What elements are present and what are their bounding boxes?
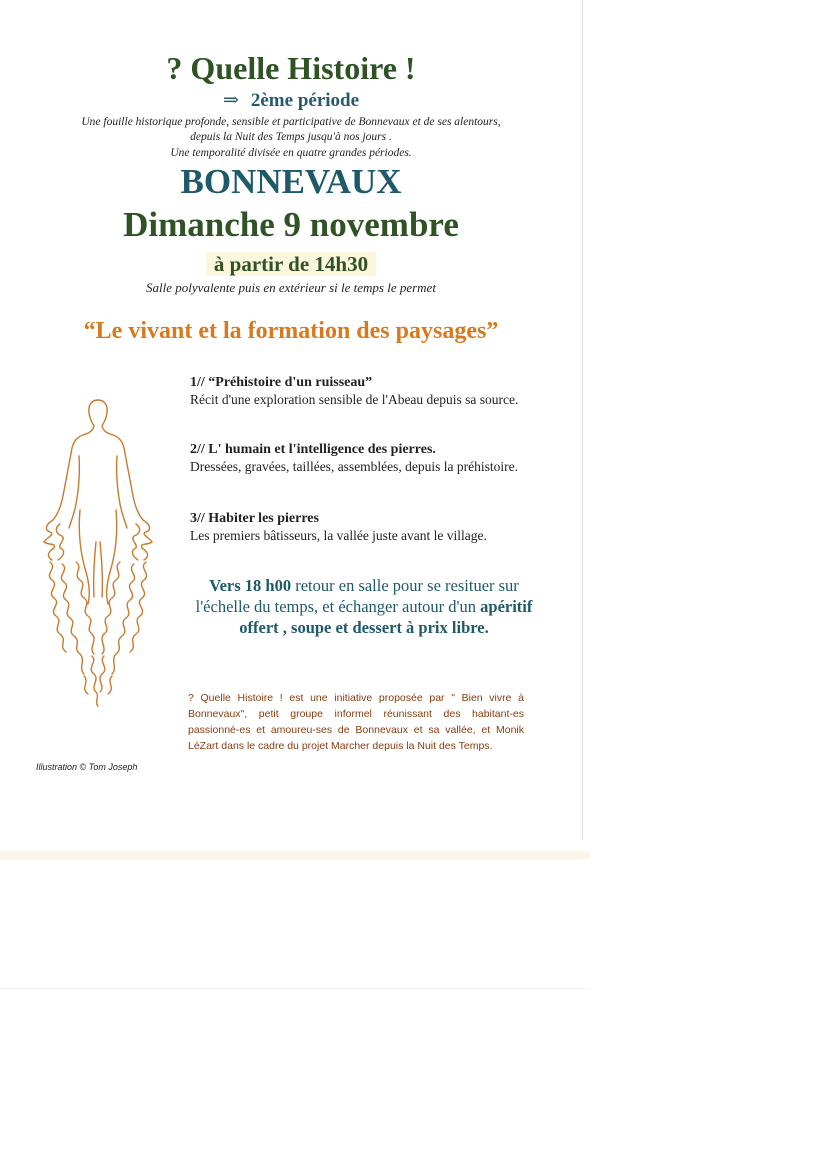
program-item xyxy=(190,374,535,408)
illustration-credit: Illustration © Tom Joseph xyxy=(36,762,138,772)
period-line xyxy=(0,89,582,112)
program-item-text: Dressées, gravées, taillées, assemblées, depuis la préhistoire. xyxy=(190,459,519,474)
program-item-text: Récit d'une exploration sensible de l'Abeau depuis sa source. xyxy=(190,392,519,407)
event-time-wrapper xyxy=(0,252,582,277)
evening-info xyxy=(183,575,545,638)
organizer-credits: ? Quelle Histoire ! est une initiative proposée par " Bien vivre à Bonnevaux", petit groupe informel réunissant des habitant-es passionné-es et amoureu-ses de Bonnevaux et sa vallée, et Monik LéZart dans le cadre du projet Marcher depuis la Nuit des Temps. xyxy=(188,692,524,752)
scan-line xyxy=(0,988,590,989)
event-date: Dimanche 9 novembre xyxy=(123,205,459,244)
program-item-title: 1// “Préhistoire d'un ruisseau” xyxy=(190,375,373,390)
event-time: à partir de 14h30 xyxy=(206,252,376,276)
program-item-text: Les premiers bâtisseurs, la vallée juste avant le village. xyxy=(190,528,487,543)
intro-line: Une fouille historique profonde, sensible et participative de Bonnevaux et de ses alentours, xyxy=(81,116,501,128)
program-item-title: 2// L' humain et l'intelligence des pierres. xyxy=(190,442,436,457)
program-item xyxy=(190,510,535,544)
program-item xyxy=(190,441,535,475)
page-edge xyxy=(582,0,583,840)
evening-time: Vers 18 h00 xyxy=(209,576,292,595)
intro-line: Une temporalité divisée en quatre grandes périodes. xyxy=(170,147,412,159)
evening-text: retour en salle pour se resituer sur l'échelle du temps, et échanger autour d'un xyxy=(195,576,519,616)
event-venue: Salle polyvalente puis en extérieur si le temps le permet xyxy=(146,280,436,295)
intro-line: depuis la Nuit des Temps jusqu'à nos jours . xyxy=(190,131,392,143)
period-label: 2ème période xyxy=(250,90,360,111)
event-place: BONNEVAUX xyxy=(180,162,402,201)
program-item-title: 3// Habiter les pierres xyxy=(190,511,319,526)
arrow-icon: ⇒ xyxy=(222,90,239,111)
walking-human-reflection-illustration-icon xyxy=(36,392,160,708)
evening-highlight: apéritif offert , soupe et dessert à prix libre. xyxy=(239,597,533,637)
page-bottom-edge xyxy=(0,850,590,860)
event-theme: “Le vivant et la formation des paysages” xyxy=(83,318,499,344)
poster-title: ? Quelle Histoire ! xyxy=(166,50,416,86)
